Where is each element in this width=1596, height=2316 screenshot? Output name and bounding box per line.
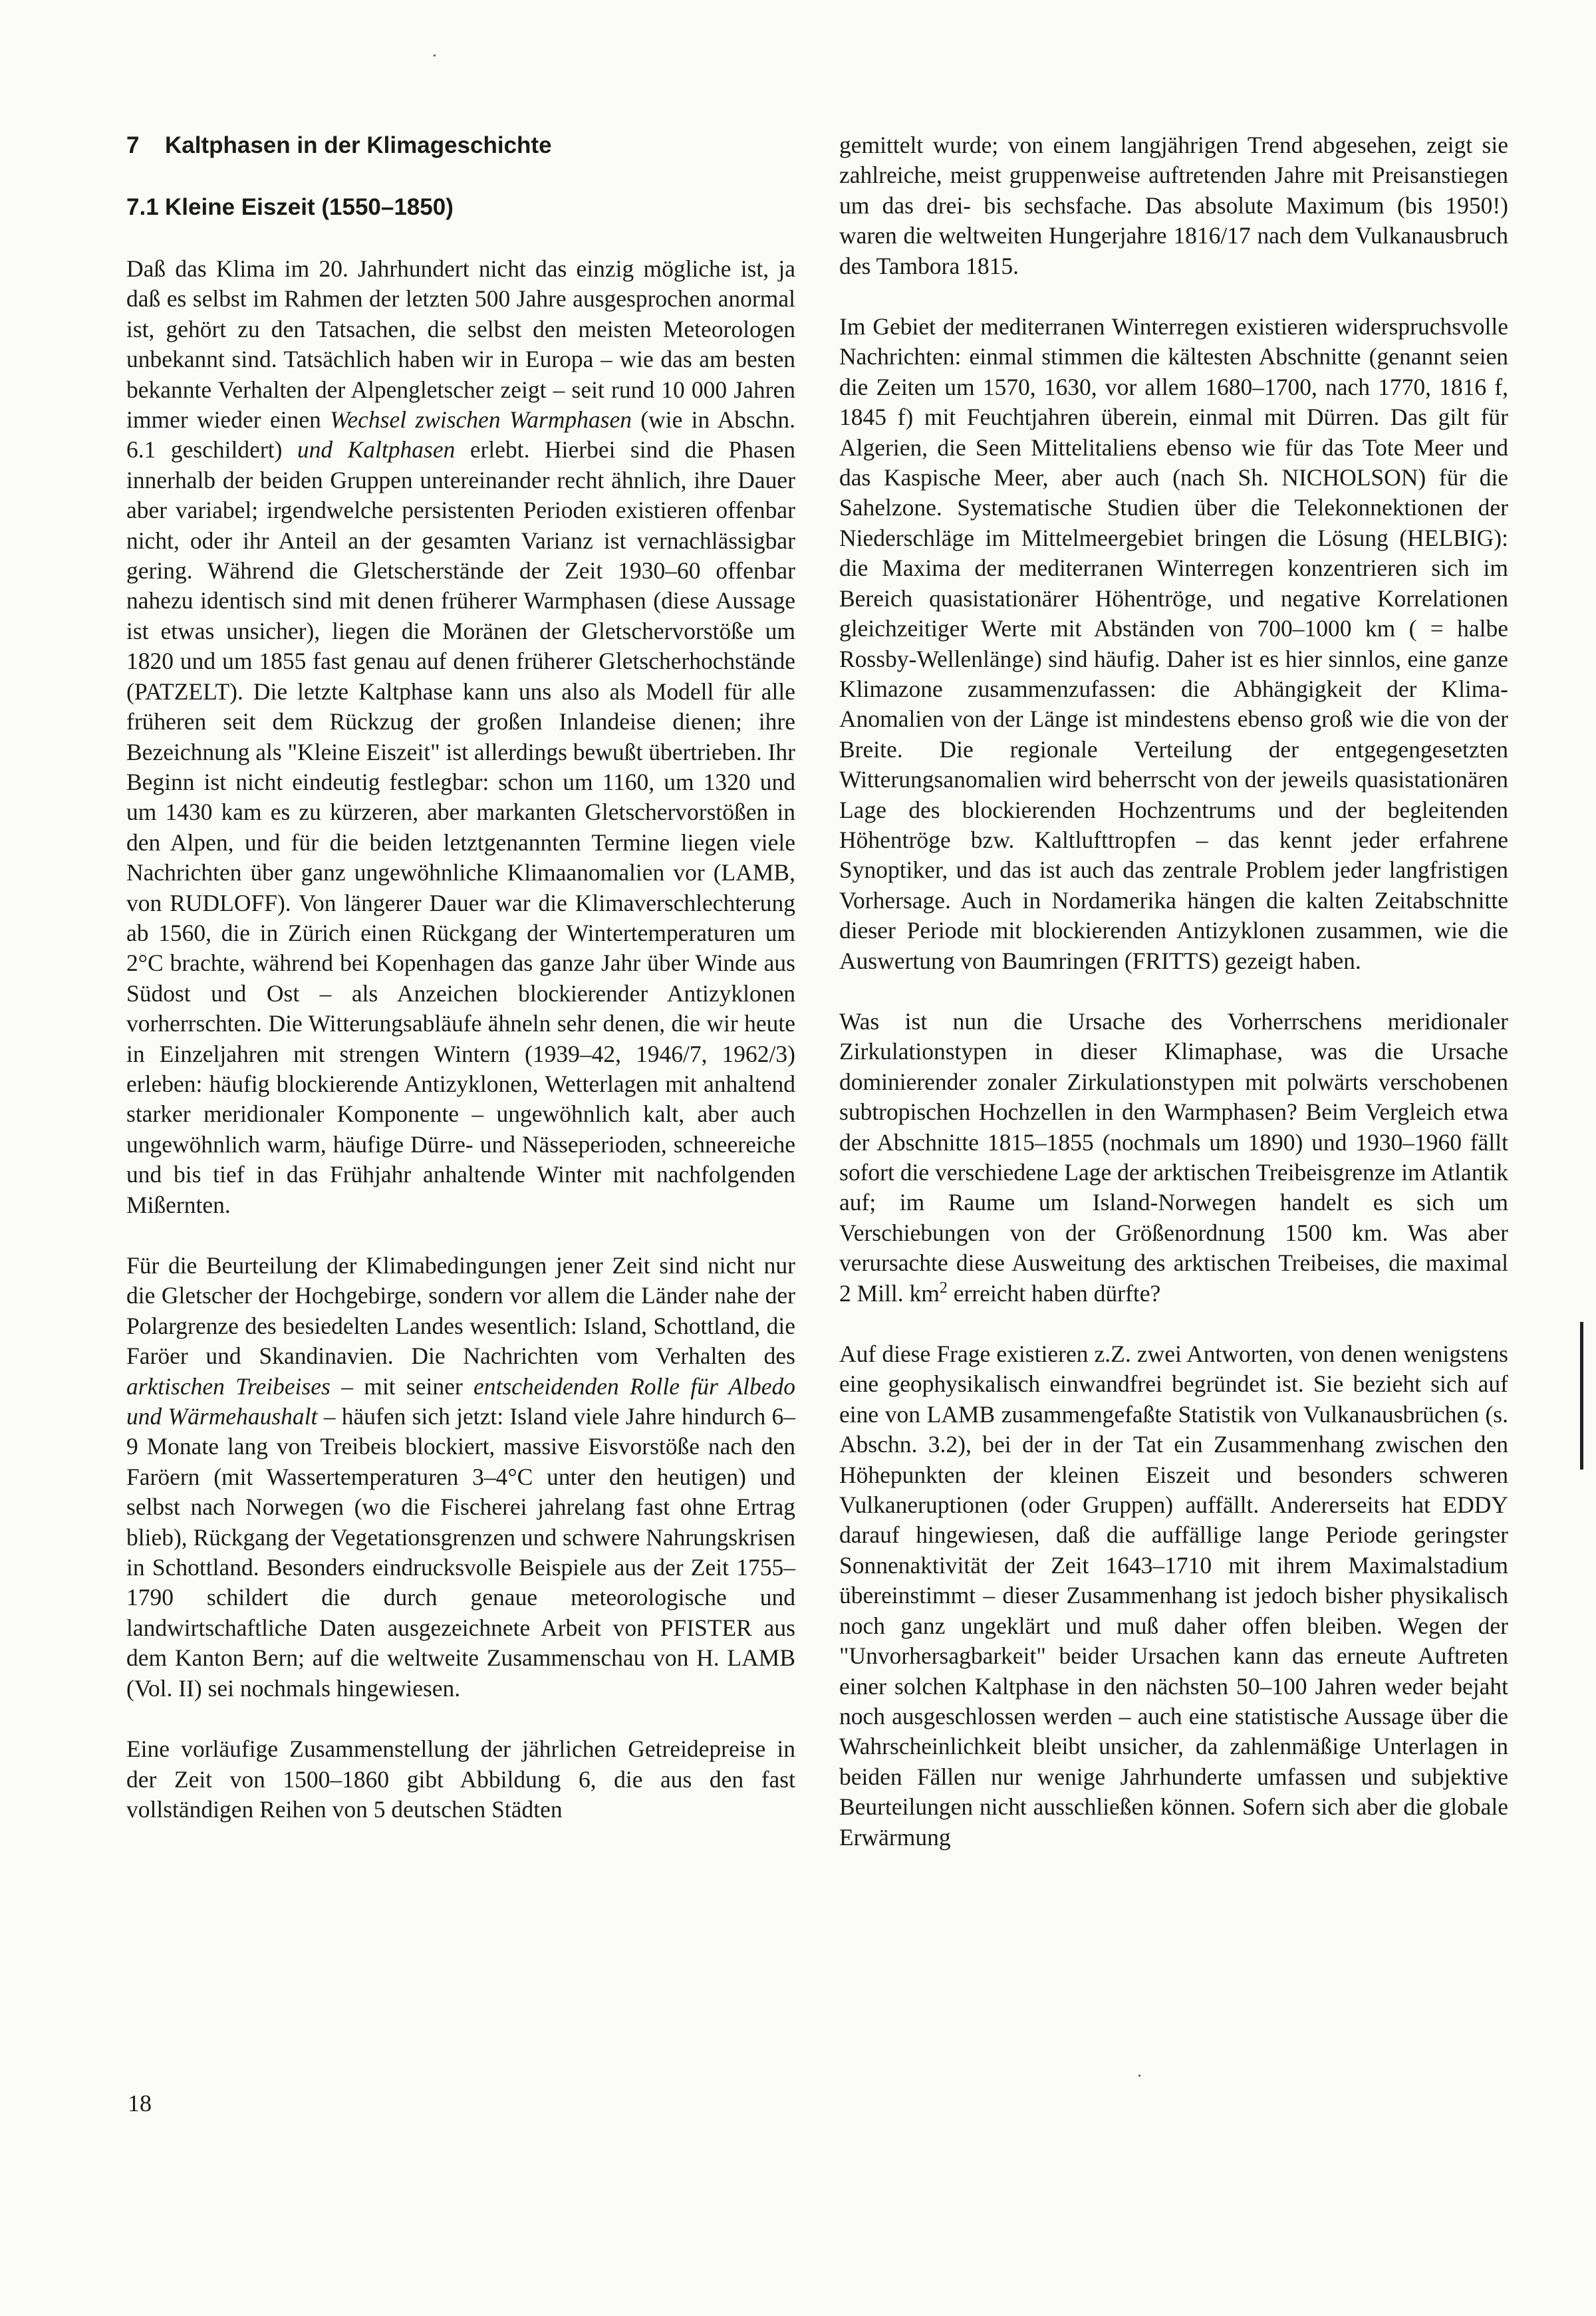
- paragraph-emphasis: Wechsel zwischen Warmphasen: [330, 406, 632, 434]
- paragraph-text: Für die Beurteilung der Klimabedingungen jener Zeit sind nicht nur die Gletscher der Hochgebirge, sondern vor allem die Länder nahe der Polargrenze des besiedelten Landes wesentlich: Island, Schottland, die Faröer und Skandinavien. Die Nachrichten vom Verhalten des: [126, 1252, 795, 1370]
- page-number: 18: [128, 2090, 152, 2117]
- subsection-heading: [126, 192, 795, 222]
- paragraph-text: (wie in Abschn. 6.1 geschildert): [126, 406, 795, 463]
- paragraph: [126, 254, 795, 1220]
- paragraph-emphasis: und Kaltphasen: [297, 436, 456, 463]
- paragraph-text: Daß das Klima im 20. Jahrhundert nicht das einzig mögliche ist, ja daß es selbst im Rahmen der letzten 500 Jahre ausgesprochen anormal ist, gehört zu den Tatsachen, die selbst den meisten Meteorologen unbekannt sind. Tatsächlich haben wir in Europa – wie das am besten bekannte Verhalten der Alpengletscher zeigt – seit rund 10 000 Jahren immer wieder einen: [126, 255, 795, 434]
- right-column: [839, 130, 1508, 1883]
- left-column: [126, 130, 795, 1855]
- paragraph-text: erreicht haben dürfte?: [947, 1279, 1161, 1307]
- paragraph: gemittelt wurde; von einem langjährigen Trend abgesehen, zeigt sie zahlreiche, meist gruppenweise auftretenden Jahre mit Preisanstiegen um das drei- bis sechsfache. Das absolute Maximum (bis 1950!) waren die weltweiten Hungerjahre 1816/17 nach dem Vulkanausbruch des Tambora 1815.: [839, 132, 1508, 279]
- paragraph-text: – häufen sich jetzt: Island viele Jahre hindurch 6–9 Monate lang von Treibeis blockiert, massive Eisvorstöße nach den Faröern (mit Wassertemperaturen 3–4°C unter den heutigen) und selbst nach Norwegen (wo die Fischerei jahrelang fast ohne Ertrag blieb), Rückgang der Vegetationsgrenzen und schwere Nahrungskrisen in Schottland. Besonders eindrucksvolle Beispiele aus der Zeit 1755–1790 schildert die durch genaue meteorologische und landwirtschaftliche Daten ausgezeichnete Arbeit von PFISTER aus dem Kanton Bern; auf die weltweite Zusammenschau von H. LAMB (Vol. II) sei nochmals hingewiesen.: [126, 1403, 795, 1702]
- paragraph-text: – mit seiner: [330, 1372, 473, 1400]
- paragraph: Eine vorläufige Zusammenstellung der jährlichen Getreidepreise in der Zeit von 1500–1860 gibt Abbildung 6, die aus den fast vollständigen Reihen von 5 deutschen Städten: [126, 1736, 795, 1823]
- paragraph-emphasis: entscheidenden Rolle für Albedo und Wärmehaushalt: [126, 1372, 795, 1430]
- subsection-title: Kleine Eiszeit (1550–1850): [165, 194, 454, 220]
- scan-speck: [434, 55, 436, 57]
- scan-speck: [1138, 2075, 1140, 2077]
- subsection-number: 7.1: [126, 194, 159, 220]
- margin-bar: [1580, 1322, 1583, 1470]
- superscript: 2: [939, 1279, 948, 1297]
- paragraph: [839, 1007, 1508, 1309]
- section-heading: [126, 130, 795, 160]
- paragraph: Im Gebiet der mediterranen Winterregen existieren widerspruchsvolle Nachrichten: einmal stimmen die kältesten Abschnitte (genannt seien die Zeiten um 1570, 1630, vor allem 1680–1700, nach 1770, 1816 f, 1845 f) mit Feuchtjahren überein, einmal mit Dürren. Das gilt für Algerien, die Seen Mittelitaliens ebenso wie für das Tote Meer und das Kaspische Meer, aber auch (nach Sh. NICHOLSON) für die Sahelzone. Systematische Studien über die Telekonnektionen der Niederschläge im Mittelmeergebiet bringen die Lösung (HELBIG): die Maxima der mediterranen Winterregen konzentrieren sich im Bereich quasistationärer Höhentröge, und negative Korrelationen gleichzeitiger Werte mit Abständen von 700–1000 km ( = halbe Rossby-Wellenlänge) sind häufig. Daher ist es hier sinnlos, eine ganze Klimazone zusammenzufassen: die Abhängigkeit der Klima-Anomalien von der Länge ist mindestens ebenso groß wie die von der Breite. Die regionale Verteilung der entgegengesetzten Witterungsanomalien wird beherrscht von der jeweils quasistationären Lage des blockierenden Hochzentrums und der begleitenden Höhentröge bzw. Kaltlufttropfen – das kennt jeder erfahrene Synoptiker, und das ist auch das zentrale Problem jeder langfristigen Vorhersage. Auch in Nordamerika hängen die kalten Zeitabschnitte dieser Periode mit blockierenden Antizyklonen zusammen, wie die Auswertung von Baumringen (FRITTS) gezeigt haben.: [839, 313, 1508, 974]
- paragraph: Auf diese Frage existieren z.Z. zwei Antworten, von denen wenigstens eine geophysikalisch einwandfrei begründet ist. Sie bezieht sich auf eine von LAMB zusammengefaßte Statistik von Vulkanausbrüchen (s. Abschn. 3.2), bei der in der Tat ein Zusammenhang zwischen den Höhepunkten der kleinen Eiszeit und besonders schweren Vulkaneruptionen (oder Gruppen) auffällt. Andererseits hat EDDY darauf hingewiesen, daß die auffällige lange Periode geringster Sonnenaktivität der Zeit 1643–1710 mit ihrem Maximalstadium übereinstimmt – dieser Zusammenhang ist jedoch bisher physikalisch noch ganz ungeklärt und muß daher offen bleiben. Wegen der "Unvorhersagbarkeit" beider Ursachen kann das erneute Auftreten einer solchen Kaltphase in den nächsten 50–100 Jahren weder bejaht noch ausgeschlossen werden – auch eine statistische Aussage über die Wahrscheinlichkeit bleibt unsicher, da zahlenmäßige Unterlagen in beiden Fällen nur wenige Jahrhunderte umfassen und subjektive Beurteilungen nicht ausschließen können. Sofern sich aber die globale Erwärmung: [839, 1341, 1508, 1851]
- section-title: Kaltphasen in der Klimageschichte: [165, 132, 552, 158]
- paragraph-text: erlebt. Hierbei sind die Phasen innerhalb der beiden Gruppen untereinander recht ähnlich, ihre Dauer aber variabel; irgendwelche persistenten Perioden existieren offenbar nicht, oder ihr Anteil an der gesamten Varianz ist vernachlässigbar gering. Während die Gletscherstände der Zeit 1930–60 offenbar nahezu identisch sind mit denen früherer Warmphasen (diese Aussage ist etwas unsicher), liegen die Moränen der Gletschervorstöße um 1820 und um 1855 fast genau auf denen früherer Gletscherhochstände (PATZELT). Die letzte Kaltphase kann uns also als Modell für alle früheren seit dem Rückzug der großen Inlandeise dienen; ihre Bezeichnung als "Kleine Eiszeit" ist allerdings bewußt übertrieben. Ihr Beginn ist nicht eindeutig festlegbar: schon um 1160, um 1320 und um 1430 kam es zu kürzeren, aber markanten Gletschervorstößen in den Alpen, und für die beiden letztgenannten Termine liegen viele Nachrichten über ganz ungewöhnliche Klimaanomalien vor (LAMB, von RUDLOFF). Von längerer Dauer war die Klimaverschlechterung ab 1560, die in Zürich einen Rückgang der Wintertemperaturen um 2°C brachte, während bei Kopenhagen das ganze Jahr über Winde aus Südost und Ost – als Anzeichen blockierender Antizyklonen vorherrschten. Die Witterungsabläufe ähneln sehr denen, die wir heute in Einzeljahren mit strengen Wintern (1939–42, 1946/7, 1962/3) erleben: häufig blockierende Antizyklonen, Wetterlagen mit anhaltend starker meridionaler Komponente – ungewöhnlich kalt, aber auch ungewöhnlich warm, häufige Dürre- und Nässeperioden, schneereiche und bis tief in das Frühjahr anhaltende Winter mit nachfolgenden Mißernten.: [126, 436, 795, 1218]
- section-number: 7: [126, 132, 140, 158]
- paragraph-text: Was ist nun die Ursache des Vorherrschens meridionaler Zirkulationstypen in dieser Klimaphase, was die Ursache dominierender zonaler Zirkulationstypen mit polwärts verschobenen subtropischen Hochzellen in den Warmphasen? Beim Vergleich etwa der Abschnitte 1815–1855 (nochmals um 1890) und 1930–1960 fällt sofort die verschiedene Lage der arktischen Treibeisgrenze im Atlantik auf; im Raume um Island-Norwegen handelt es sich um Verschiebungen von der Größenordnung 1500 km. Was aber verursachte diese Ausweitung des arktischen Treibeises, die maximal 2 Mill. km: [839, 1007, 1508, 1307]
- paragraph: [126, 1251, 795, 1704]
- paragraph-emphasis: arktischen Treibeises: [126, 1372, 331, 1400]
